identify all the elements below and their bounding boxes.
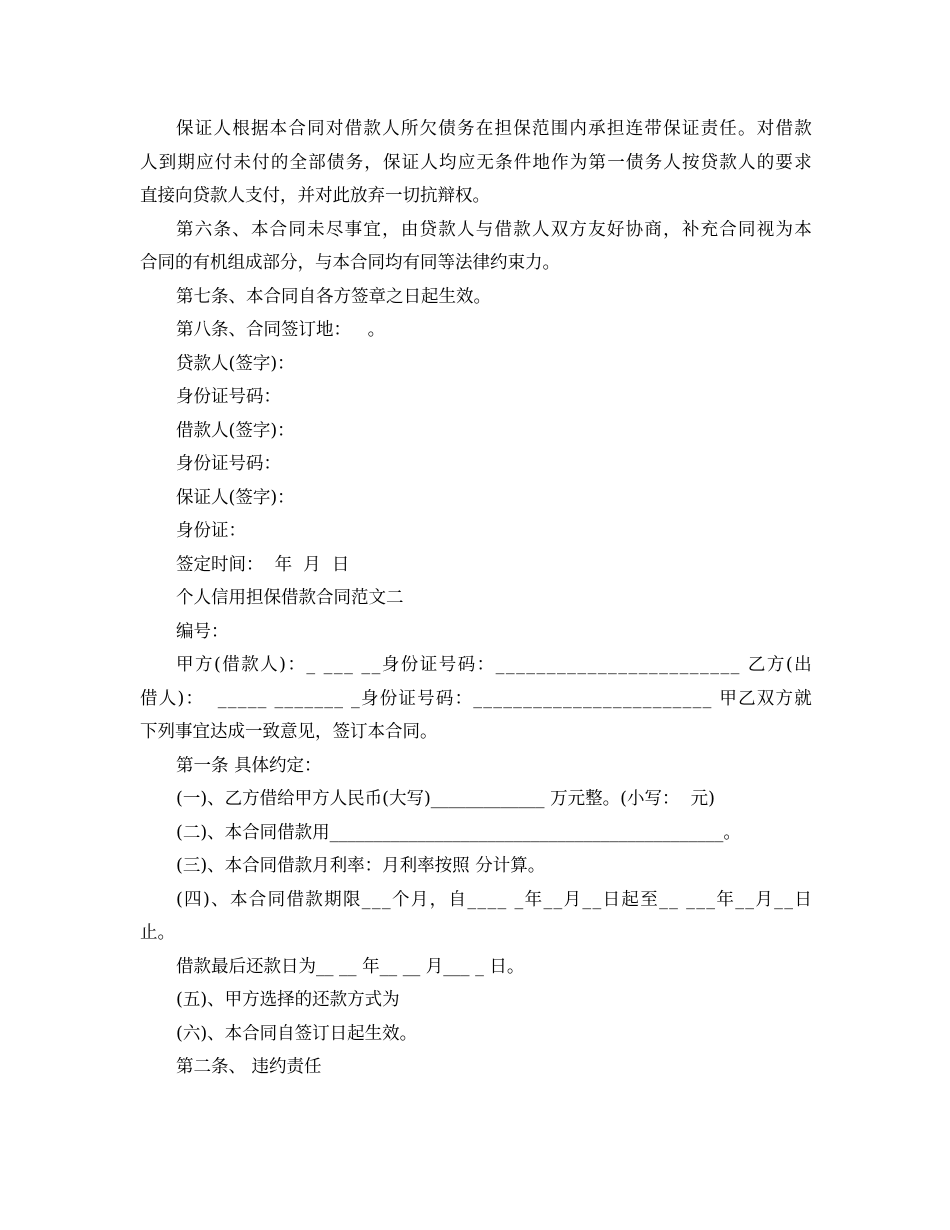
document-char: 到 [158,152,177,173]
document-char: 甲 [176,655,194,675]
document-char: _ [628,655,638,675]
document-char: _ [306,655,316,675]
document-char: _ [546,655,556,675]
document-char: 。 [738,119,756,139]
document-char: 由 [400,219,419,240]
document-line [140,683,812,717]
document-char: ， [663,219,681,240]
document-char: 证 [194,119,213,139]
document-char: _ [543,889,553,910]
document-char: 贷 [419,219,438,240]
document-char: 证 [398,688,416,709]
document-char: _ [669,655,679,675]
document-char: _ [720,655,730,675]
document-char: _ [381,889,391,910]
document-char: 方 [194,655,213,675]
document-char: 证 [681,119,700,139]
document-char: 人 [213,119,231,139]
document-char: 至 [640,889,658,910]
document-char: 月 [410,889,429,910]
document-char: 年 [524,889,543,910]
document-line: 第八条、合同签订地： 。 [176,320,386,340]
document-char: 人 [531,219,550,240]
document-char [679,884,685,918]
document-char: 起 [621,889,639,910]
document-char: _ [237,688,247,709]
document-char: _ [592,889,602,910]
document-char: 、 [232,219,250,240]
document-char: 债 [438,119,456,139]
document-char [713,683,719,717]
document-line: 第七条、本合同自各方签章之日起生效。 [176,286,491,307]
document-line: 第二条、 违约责任 [176,1057,322,1077]
document-char: ： [476,655,495,675]
document-char: 本 [794,219,812,240]
document-char: _ [700,655,709,675]
document-line: (二)、本合同借款用_____________________________________________。 [176,822,741,843]
document-char: 人 [158,688,177,709]
document-char: 按 [681,152,700,173]
document-char: 求 [794,152,812,173]
document-char: 年 [716,889,734,910]
document-char: _ [361,889,371,910]
document-line: (六)、本合同自签订日起生效。 [176,1023,418,1044]
document-char: 月 [563,889,582,910]
document-char: _ [679,655,689,675]
document-char: ) [177,688,185,709]
document-char: 人 [382,119,400,139]
document-char: 借 [775,119,793,139]
document-char: ， [429,889,448,910]
document-char: 身 [381,655,400,675]
document-char: 月 [755,889,773,910]
document-char: 担 [606,119,625,139]
document-char: _ [324,688,334,709]
document-line [140,147,812,181]
document-char: 方 [775,688,793,709]
document-char: 视 [756,219,775,240]
document-line: 贷款人(签字)： [176,353,295,374]
document-char: _ [682,688,692,709]
document-line: 合同的有机组成部分，与本合同均有同等法律约束力。 [140,253,560,273]
document-char: ( [176,889,183,910]
document-char: 个 [392,889,410,910]
document-char: 责 [700,119,719,139]
document-char: 同 [267,889,286,910]
document-char: _ [536,655,546,675]
document-char [741,649,747,683]
document-char: _ [686,889,695,910]
document-char: 款 [794,119,812,139]
document-char: 担 [494,119,512,139]
document-char: ， [364,152,382,173]
document-char: _ [608,655,617,675]
document-char: ( [785,655,793,675]
document-char: 为 [569,152,588,173]
document-char: 对 [756,119,775,139]
document-char: 务 [644,152,663,173]
document-char: 债 [625,152,644,173]
document-line: 止。 [140,923,175,943]
document-char: _ [582,889,592,910]
document-char: 据 [250,119,269,139]
document-char: _ [774,889,783,910]
document-char: _ [304,688,314,709]
document-char: 条 [213,219,231,240]
document-char: 号 [438,655,457,675]
document-line [140,113,812,147]
document-char: _ [702,688,712,709]
document-char: _ [533,688,542,709]
document-char: 自 [448,889,466,910]
document-char: _ [553,688,562,709]
document-char: _ [323,655,333,675]
document-char: 欠 [419,119,438,139]
document-char: 份 [400,655,419,675]
document-line: 借款最后还款日为__ __ 年__ __ 月___ _ 日。 [176,956,525,977]
document-char: 款 [438,219,456,240]
document-char: 双 [756,688,775,709]
document-char: _ [473,688,483,709]
document-char: 人 [663,152,681,173]
document-char: _ [672,688,682,709]
document-char: _ [597,655,607,675]
document-char: _ [371,889,381,910]
document-char: _ [638,655,648,675]
document-char: 借 [140,688,158,709]
document-char: ) [279,655,286,675]
document-char: 应 [196,152,214,173]
document-char: 身 [360,688,379,709]
document-char: 日 [602,889,621,910]
document-char: _ [602,688,612,709]
document-char: 要 [775,152,793,173]
document-char: 款 [241,655,259,675]
document-char: 人 [420,152,438,173]
document-char: _ [274,688,284,709]
document-char: 乙 [738,688,756,709]
document-char: 方 [569,219,587,240]
document-char: _ [497,889,507,910]
document-char: 围 [550,119,569,139]
document-char [508,884,514,918]
document-char: _ [648,655,658,675]
document-char: 本 [269,119,288,139]
document-char: _ [572,688,582,709]
document-char: 承 [588,119,606,139]
document-char: 第 [588,152,606,173]
document-char: 协 [625,219,644,240]
document-char: 所 [400,119,419,139]
document-char [204,683,210,717]
document-char: _ [495,655,505,675]
document-char: 日 [794,889,812,910]
document-char: 借 [222,655,240,675]
document-char: _ [483,688,493,709]
document-char: ， [382,219,400,240]
document-char: _ [662,688,672,709]
document-char: 连 [625,119,644,139]
document-char: _ [652,688,662,709]
document-char: 乙 [747,655,766,675]
document-char: _ [587,655,597,675]
document-char: 借 [286,889,304,910]
document-char: 合 [248,889,267,910]
document-char: 的 [756,152,775,173]
document-char: _ [556,655,566,675]
document-char: 范 [531,119,550,139]
document-char: _ [371,655,381,675]
document-char: 内 [569,119,587,139]
document-char: _ [467,889,477,910]
document-char [317,649,323,683]
document-char: 商 [644,219,662,240]
document-line: 身份证号码： [176,454,281,474]
document-char: 件 [513,152,532,173]
document-char: _ [567,655,576,675]
document-char: _ [622,688,632,709]
document-char: 地 [532,152,550,173]
document-char: _ [334,688,343,709]
document-line: 身份证号码： [176,387,281,407]
document-char: 带 [644,119,662,139]
document-char: 宜 [363,219,381,240]
document-line: 下列事宜达成一致意见，签订本合同。 [140,722,438,742]
document-char: 任 [719,119,737,139]
document-char: _ [577,655,587,675]
document-char: _ [351,688,360,709]
document-char [354,649,360,683]
document-char: ： [185,688,203,709]
document-char: 份 [379,688,398,709]
document-char: 务 [345,152,364,173]
document-char: 均 [439,152,457,173]
document-line [140,884,812,918]
document-char [268,683,274,717]
document-char: 友 [588,219,606,240]
document-char: 人 [738,152,756,173]
document-char: 本 [229,889,248,910]
document-char: 出 [794,655,812,675]
document-char: 第 [176,219,194,240]
document-char: _ [217,688,227,709]
document-char: _ [696,889,705,910]
document-char: _ [730,655,740,675]
document-char: _ [516,655,525,675]
document-char: _ [361,655,371,675]
document-char: _ [689,655,699,675]
document-line: (五)、甲方选择的还款方式为 [176,990,400,1010]
document-char: _ [582,688,592,709]
document-char: 四 [184,889,202,910]
document-char: 甲 [719,688,737,709]
document-char: 未 [307,219,325,240]
document-char: 码 [457,655,476,675]
document-char: 为 [775,219,793,240]
document-char: 保 [176,119,194,139]
document-char: _ [592,688,602,709]
document-char: 证 [401,152,420,173]
document-char: 在 [475,119,494,139]
document-body [140,113,812,1085]
document-char: 条 [495,152,513,173]
document-char: 款 [719,152,737,173]
document-char: 借 [344,119,363,139]
document-char: 码 [435,688,454,709]
document-char: 同 [288,219,306,240]
document-char: 合 [288,119,306,139]
document-line: 编号： [176,621,229,642]
document-char: 的 [270,152,289,173]
document-char [344,683,350,717]
document-char: 期 [177,152,195,173]
document-char: 尽 [325,219,344,240]
document-char: 款 [363,119,381,139]
document-char: _ [314,688,324,709]
document-char: 对 [325,119,344,139]
document-char: _ [642,688,652,709]
document-char: _ [553,889,563,910]
document-char: 本 [250,219,269,240]
document-char: 证 [419,655,438,675]
document-char: _ [477,889,487,910]
document-char: _ [710,655,719,675]
document-char: _ [513,688,522,709]
document-char: _ [487,889,497,910]
document-line: 签定时间： 年 月 日 [176,554,350,575]
document-char: _ [543,688,552,709]
document-char: _ [505,655,515,675]
document-char: _ [659,655,668,675]
document-char: 保 [663,119,681,139]
document-char: 合 [269,219,288,240]
document-char: 作 [551,152,569,173]
document-line [140,649,812,683]
document-char: 期 [324,889,342,910]
document-char: 、 [211,889,229,910]
document-char: _ [745,889,755,910]
document-char: 充 [700,219,719,240]
document-char: _ [563,688,572,709]
document-char: 款 [513,219,531,240]
document-line: 保证人(签字)： [176,487,295,508]
document-char: _ [257,688,267,709]
document-line: (一)、乙方借给甲方人民币(大写)_____________ 万元整。(小写： 元) [176,789,715,809]
document-char: 债 [326,152,345,173]
document-char: _ [706,889,716,910]
document-char: ) [202,889,210,910]
document-char: _ [612,688,622,709]
document-char: _ [659,889,668,910]
document-char: 人 [140,152,158,173]
document-char: 与 [475,219,494,240]
document-char: _ [227,688,237,709]
document-char: 应 [457,152,476,173]
document-char: _ [669,889,678,910]
document-char: 借 [494,219,512,240]
document-char: _ [284,688,294,709]
document-char: _ [333,655,343,675]
document-char: _ [784,889,793,910]
document-char: 部 [308,152,326,173]
document-char: 限 [342,889,361,910]
document-char: _ [735,889,744,910]
document-char: 贷 [700,152,719,173]
document-char: 好 [606,219,625,240]
document-char: _ [493,688,502,709]
document-char: 方 [766,655,785,675]
document-char: 款 [305,889,323,910]
document-char: ( [213,655,221,675]
document-char: 一 [607,152,625,173]
document-char: 事 [344,219,363,240]
document-char: _ [294,688,304,709]
document-char: ： [454,688,473,709]
document-char: 补 [681,219,700,240]
document-line: 借款人(签字)： [176,420,295,441]
document-char: _ [632,688,642,709]
document-char: 同 [738,219,756,240]
document-char: _ [503,688,512,709]
document-char: 付 [252,152,270,173]
document-char: 务 [457,119,475,139]
document-char: 就 [794,688,812,709]
document-char: 付 [214,152,233,173]
document-char: 双 [550,219,569,240]
document-char: 号 [417,688,435,709]
document-char: 合 [719,219,737,240]
document-line: 第一条 具体约定： [176,755,322,776]
document-line: 个人信用担保借款合同范文二 [176,588,404,608]
document-char: _ [523,688,532,709]
document-line: 直接向贷款人支付，并对此放弃一切抗辩权。 [140,186,490,206]
document-line: 身份证： [176,521,246,541]
document-char: _ [247,688,257,709]
document-line: (三)、本合同借款月利率：月利率按照 分计算。 [176,856,546,876]
document-char: 无 [476,152,494,173]
document-char: 根 [232,119,250,139]
document-char: _ [526,655,536,675]
document-line [140,214,812,248]
document-char: 全 [289,152,307,173]
document-char: 保 [513,119,531,139]
document-char: _ [692,688,702,709]
document-char: 六 [194,219,213,240]
document-char: 同 [307,119,325,139]
document-char: _ [514,889,524,910]
document-char: 保 [382,152,401,173]
document-char: _ [344,655,353,675]
document-char: 未 [233,152,251,173]
document-char: 人 [457,219,475,240]
document-char: ： [287,655,305,675]
document-char [211,683,217,717]
document-char: _ [618,655,627,675]
document-char: 人 [260,655,278,675]
